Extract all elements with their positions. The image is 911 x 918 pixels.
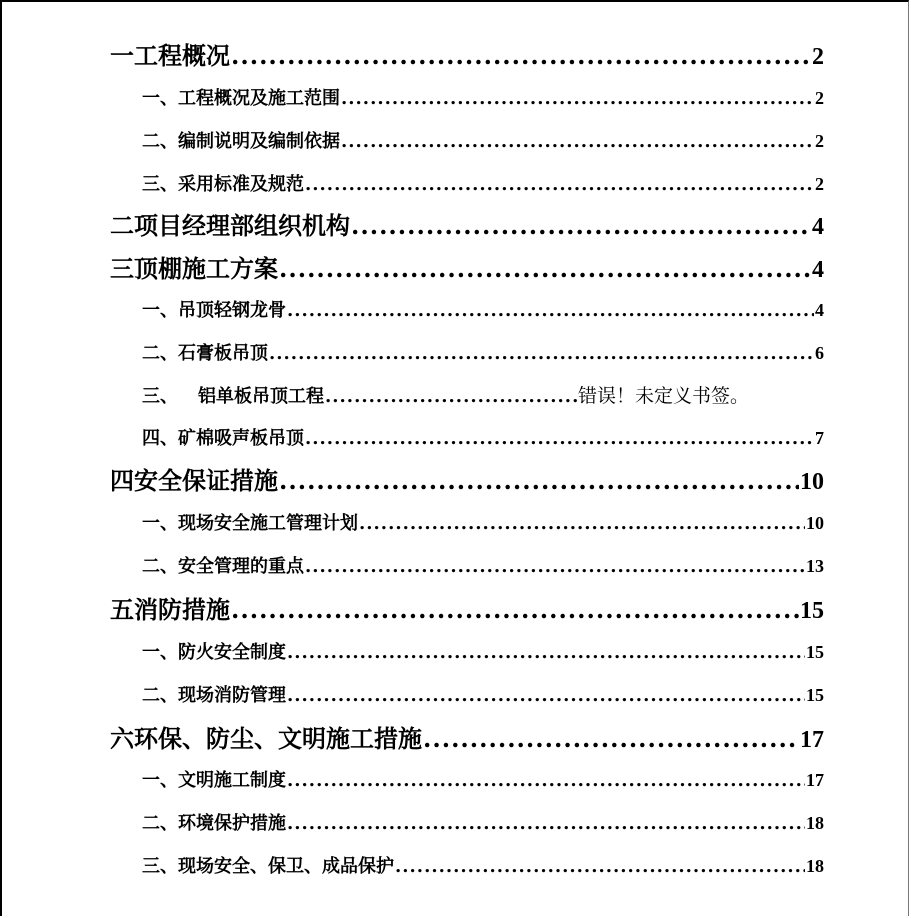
toc-entry[interactable] [142, 852, 824, 878]
toc-entry[interactable] [110, 206, 824, 240]
toc-section-number: 一、 [142, 300, 178, 321]
toc-entry[interactable] [110, 249, 824, 283]
dot-leader [279, 466, 799, 495]
toc-page-number: 18 [806, 856, 824, 876]
toc-entry[interactable] [110, 719, 824, 753]
toc-entry-title: 环保、防尘、文明施工措施 [134, 724, 422, 753]
toc-entry[interactable] [142, 127, 824, 153]
toc-bookmark-error: 错误！未定义书签。 [578, 385, 750, 407]
toc-entry[interactable] [110, 36, 824, 70]
dot-leader [287, 642, 805, 663]
toc-entry-title: 三、现场安全、保卫、成品保护 [142, 856, 394, 877]
toc-entry-title: 顶棚施工方案 [134, 254, 278, 283]
toc-page-number: 10 [800, 469, 824, 495]
toc-entry[interactable] [142, 381, 824, 407]
toc-chapter-number: 五 [110, 595, 134, 624]
dot-leader [231, 41, 811, 70]
dot-leader [325, 386, 577, 407]
toc-entry-title: 工程概况 [134, 41, 230, 70]
toc-entry-title: 二、编制说明及编制依据 [142, 131, 340, 152]
dot-leader [305, 556, 805, 577]
toc-page-number: 2 [812, 44, 824, 70]
toc-page-number: 17 [806, 770, 824, 790]
toc-entry[interactable] [142, 339, 824, 365]
dot-leader [359, 513, 805, 534]
toc-entry[interactable] [142, 424, 824, 450]
toc-page-number: 4 [815, 300, 824, 320]
toc-entry-title: 安全保证措施 [134, 466, 278, 495]
toc-entry[interactable] [142, 170, 824, 196]
toc-page-number: 6 [815, 343, 824, 363]
toc-entry-title: 消防措施 [134, 595, 230, 624]
toc-page-number: 4 [812, 214, 824, 240]
dot-leader [395, 856, 805, 877]
toc-entry[interactable] [142, 509, 824, 535]
toc-page-number: 2 [815, 88, 824, 108]
toc-entry[interactable] [142, 84, 824, 110]
dot-leader [269, 343, 814, 364]
toc-entry[interactable] [110, 461, 824, 495]
toc-entry-title: 矿棉吸声板吊顶 [178, 428, 304, 449]
toc-entry-title: 项目经理部组织机构 [134, 211, 350, 240]
toc-section-number: 四、 [142, 428, 178, 449]
dot-leader [287, 685, 805, 706]
toc-page-number: 17 [800, 727, 824, 753]
dot-leader [279, 254, 811, 283]
toc-entry-title: 三、采用标准及规范 [142, 174, 304, 195]
toc-page-number: 4 [812, 257, 824, 283]
dot-leader [423, 724, 799, 753]
toc-entry-title: 一、防火安全制度 [142, 642, 286, 663]
toc-entry[interactable] [142, 296, 824, 322]
toc-entry[interactable] [142, 638, 824, 664]
dot-leader [287, 770, 805, 791]
toc-entry-title: 二、现场消防管理 [142, 685, 286, 706]
toc-entry[interactable] [142, 681, 824, 707]
toc-entry-title: 一、现场安全施工管理计划 [142, 513, 358, 534]
dot-leader [231, 595, 799, 624]
toc-page-number: 15 [806, 685, 824, 705]
toc-entry-title: 一、文明施工制度 [142, 770, 286, 791]
toc-entry[interactable] [110, 590, 824, 624]
toc-entry-title: 一、工程概况及施工范围 [142, 88, 340, 109]
toc-chapter-number: 三 [110, 254, 134, 283]
toc-chapter-number: 六 [110, 724, 134, 753]
dot-leader [351, 211, 811, 240]
toc-entry-title: 石膏板吊顶 [178, 343, 268, 364]
dot-leader [305, 174, 814, 195]
toc-chapter-number: 二 [110, 211, 134, 240]
dot-leader [287, 300, 814, 321]
toc-page-number: 18 [806, 813, 824, 833]
toc-section-number: 二、 [142, 343, 178, 364]
toc-entry[interactable] [142, 809, 824, 835]
toc-page-number: 15 [806, 642, 824, 662]
toc-page-number: 2 [815, 131, 824, 151]
toc-page-number: 15 [800, 598, 824, 624]
dot-leader [287, 813, 805, 834]
toc-entry-title: 二、环境保护措施 [142, 813, 286, 834]
dot-leader [341, 88, 814, 109]
toc-page-number: 2 [815, 174, 824, 194]
toc-section-number: 三、 [142, 386, 178, 407]
dot-leader [305, 428, 814, 449]
toc-entry-title: 吊顶轻钢龙骨 [178, 300, 286, 321]
toc-page-number: 10 [806, 513, 824, 533]
toc-entry-title: 二、安全管理的重点 [142, 556, 304, 577]
toc-entry-title: 铝单板吊顶工程 [198, 386, 324, 407]
toc-page-number: 7 [815, 428, 824, 448]
toc-page-number: 13 [806, 556, 824, 576]
toc-chapter-number: 一 [110, 41, 134, 70]
dot-leader [341, 131, 814, 152]
toc-chapter-number: 四 [110, 466, 134, 495]
toc-entry[interactable] [142, 552, 824, 578]
toc-entry[interactable] [142, 766, 824, 792]
